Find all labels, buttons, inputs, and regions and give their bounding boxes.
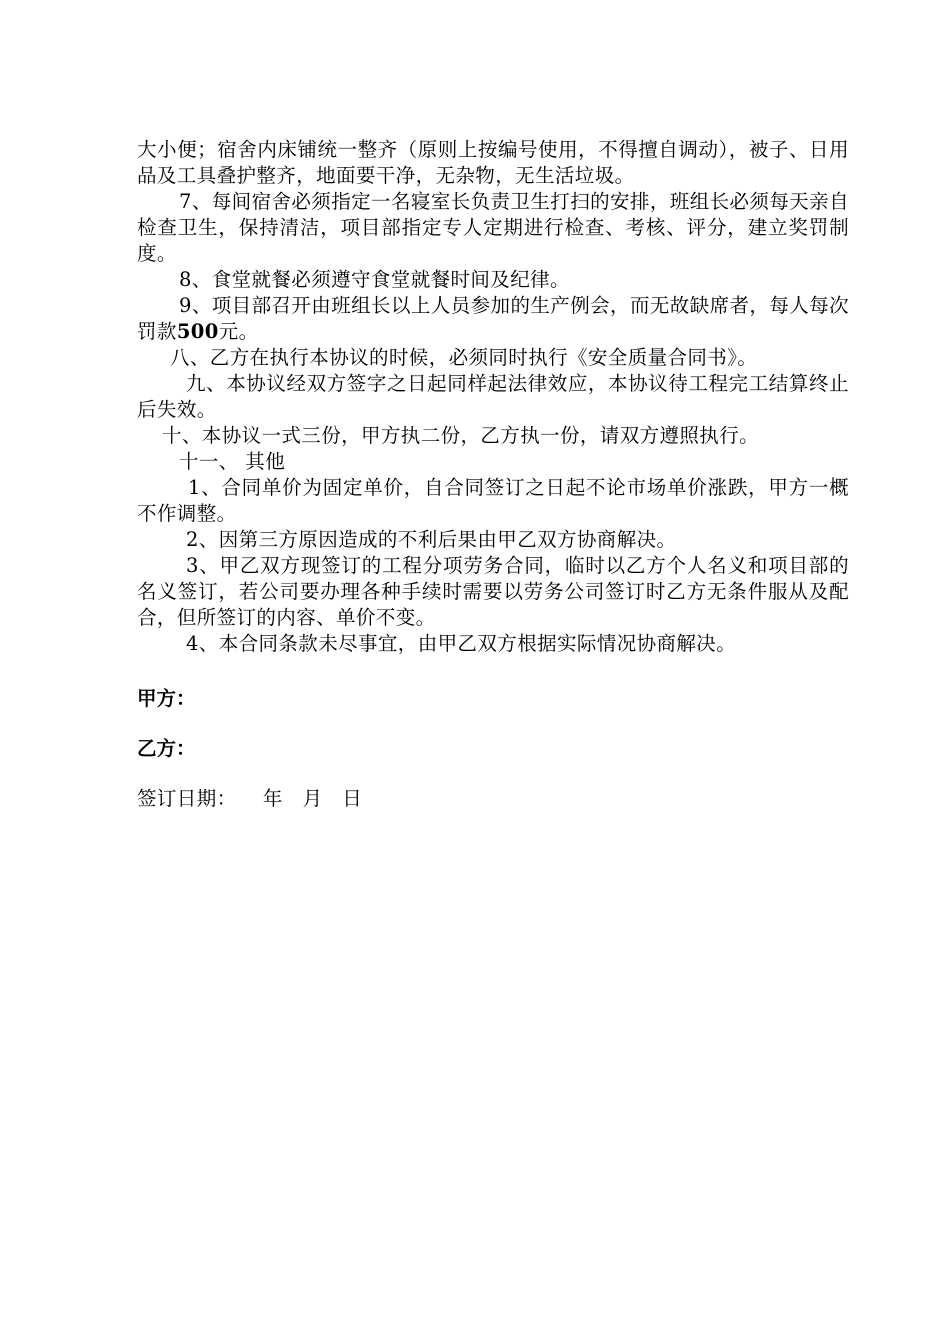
paragraph-other-3: 3、甲乙双方现签订的工程分项劳务合同，临时以乙方个人名义和项目部的名义签订，若公司要办理各种手续时需要以劳务公司签订时乙方无条件服从及配合，但所签订的内容、单价不变。 [137, 554, 849, 629]
paragraph-dormitory-continued: 大小便；宿舍内床铺统一整齐（原则上按编号使用，不得擅自调动），被子、日用品及工具叠护整齐，地面要干净，无杂物，无生活垃圾。 [137, 138, 849, 187]
paragraph-other-4: 4、本合同条款未尽事宜，由甲乙双方根据实际情况协商解决。 [186, 632, 737, 655]
paragraph-other-1: 1、合同单价为固定单价，自合同签订之日起不论市场单价涨跌，甲方一概不作调整。 [137, 476, 849, 525]
paragraph-item-7: 7、每间宿舍必须指定一名寝室长负责卫生打扫的安排，班组长必须每天亲自检查卫生，保持清洁，项目部指定专人定期进行检查、考核、评分，建立奖罚制度。 [137, 190, 849, 265]
paragraph-clause-11-heading: 十一、 其他 [179, 450, 286, 473]
paragraph-item-9 [137, 293, 849, 345]
paragraph-clause-10: 十、本协议一式三份，甲方执二份，乙方执一份，请双方遵照执行。 [162, 424, 760, 447]
paragraph-clause-9: 九、本协议经双方签字之日起同样起法律效应，本协议待工程完工结算终止后失效。 [137, 372, 849, 421]
paragraph-item-8: 8、食堂就餐必须遵守食堂就餐时间及纪律。 [179, 268, 570, 291]
party-a-label: 甲方： [137, 687, 196, 710]
paragraph-other-2: 2、因第三方原因造成的不利后果由甲乙双方协商解决。 [186, 528, 677, 551]
party-b-label: 乙方： [137, 737, 196, 760]
contract-body [137, 137, 849, 657]
fine-amount: 500 [176, 320, 219, 343]
item-9-text: 9、项目部召开由班组长以上人员参加的生产例会，而无故缺席者，每人每次罚款 [137, 294, 849, 343]
signing-date: 签订日期： 年 月 日 [137, 787, 363, 810]
paragraph-clause-8: 八、乙方在执行本协议的时候，必须同时执行《安全质量合同书》。 [170, 346, 758, 369]
fine-unit: 元。 [218, 320, 259, 343]
